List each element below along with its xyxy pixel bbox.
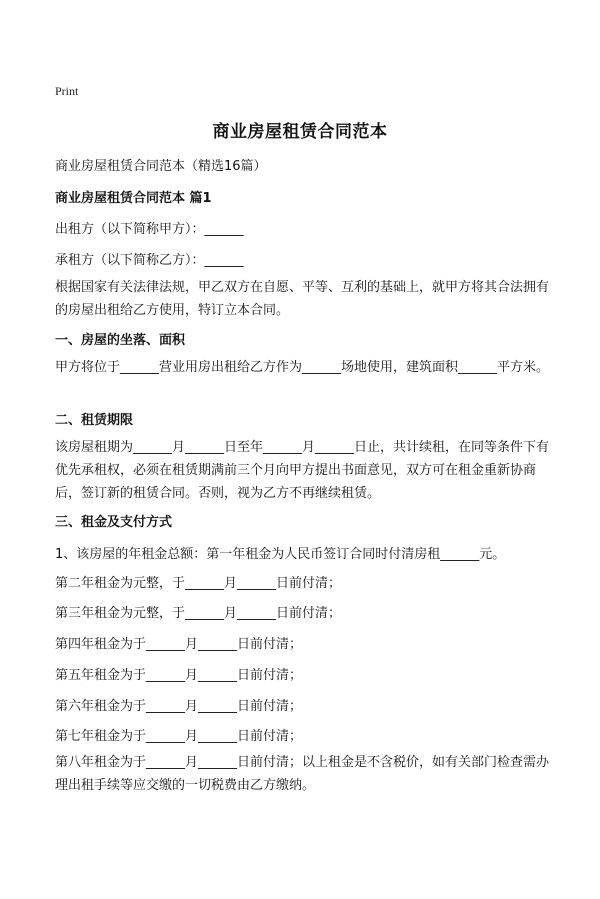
rent-item-3: 第三年租金为元整，于______月______日前付清； <box>55 606 342 621</box>
rent-item-5: 第五年租金为于______月______日前付清； <box>55 668 303 683</box>
rent-item-7: 第七年租金为于______月______日前付清； <box>55 729 303 744</box>
rent-item-6: 第六年租金为于______月______日前付清； <box>55 699 303 714</box>
article-heading: 商业房屋租赁合同范本 篇1 <box>55 191 212 206</box>
lessor-line: 出租方（以下简称甲方）：______ <box>55 222 244 237</box>
rent-item-4: 第四年租金为于______月______日前付清； <box>55 637 303 652</box>
lessee-line: 承租方（以下简称乙方）：______ <box>55 253 244 268</box>
intro-paragraph: 根据国家有关法律法规，甲乙双方在自愿、平等、互利的基础上，就甲方将其合法拥有的房屋出租给乙方使用，特订立本合同。 <box>55 280 550 318</box>
rent-item-2: 第二年租金为元整，于______月______日前付清； <box>55 576 342 591</box>
rent-item-1: 1、该房屋的年租金总额：第一年租金为人民币签订合同时付清房租______元。 <box>55 547 506 562</box>
section1-body: 甲方将位于______营业用房出租给乙方作为______场地使用，建筑面积______平方米。 <box>55 360 550 375</box>
document-title: 商业房屋租赁合同范本 <box>212 122 388 142</box>
section2-heading: 二、租赁期限 <box>55 413 134 428</box>
print-label[interactable]: Print <box>55 84 79 98</box>
rent-item-8: 第八年租金为于______月______日前付清；以上租金是不含税价，如有关部门检查需办理出租手续等应交缴的一切税费由乙方缴纳。 <box>55 755 550 793</box>
document-subtitle: 商业房屋租赁合同范本（精选16篇） <box>55 159 267 174</box>
section2-body: 该房屋租期为______月______日至年______月______日止，共计续租，在同等条件下有优先承租权，必须在租赁期满前三个月向甲方提出书面意见，双方可在租金重新协商后，签订新的租赁合同。否则，视为乙方不再继续租赁。 <box>55 440 550 501</box>
section1-heading: 一、房屋的坐落、面积 <box>55 333 186 348</box>
section3-heading: 三、租金及支付方式 <box>55 515 173 530</box>
